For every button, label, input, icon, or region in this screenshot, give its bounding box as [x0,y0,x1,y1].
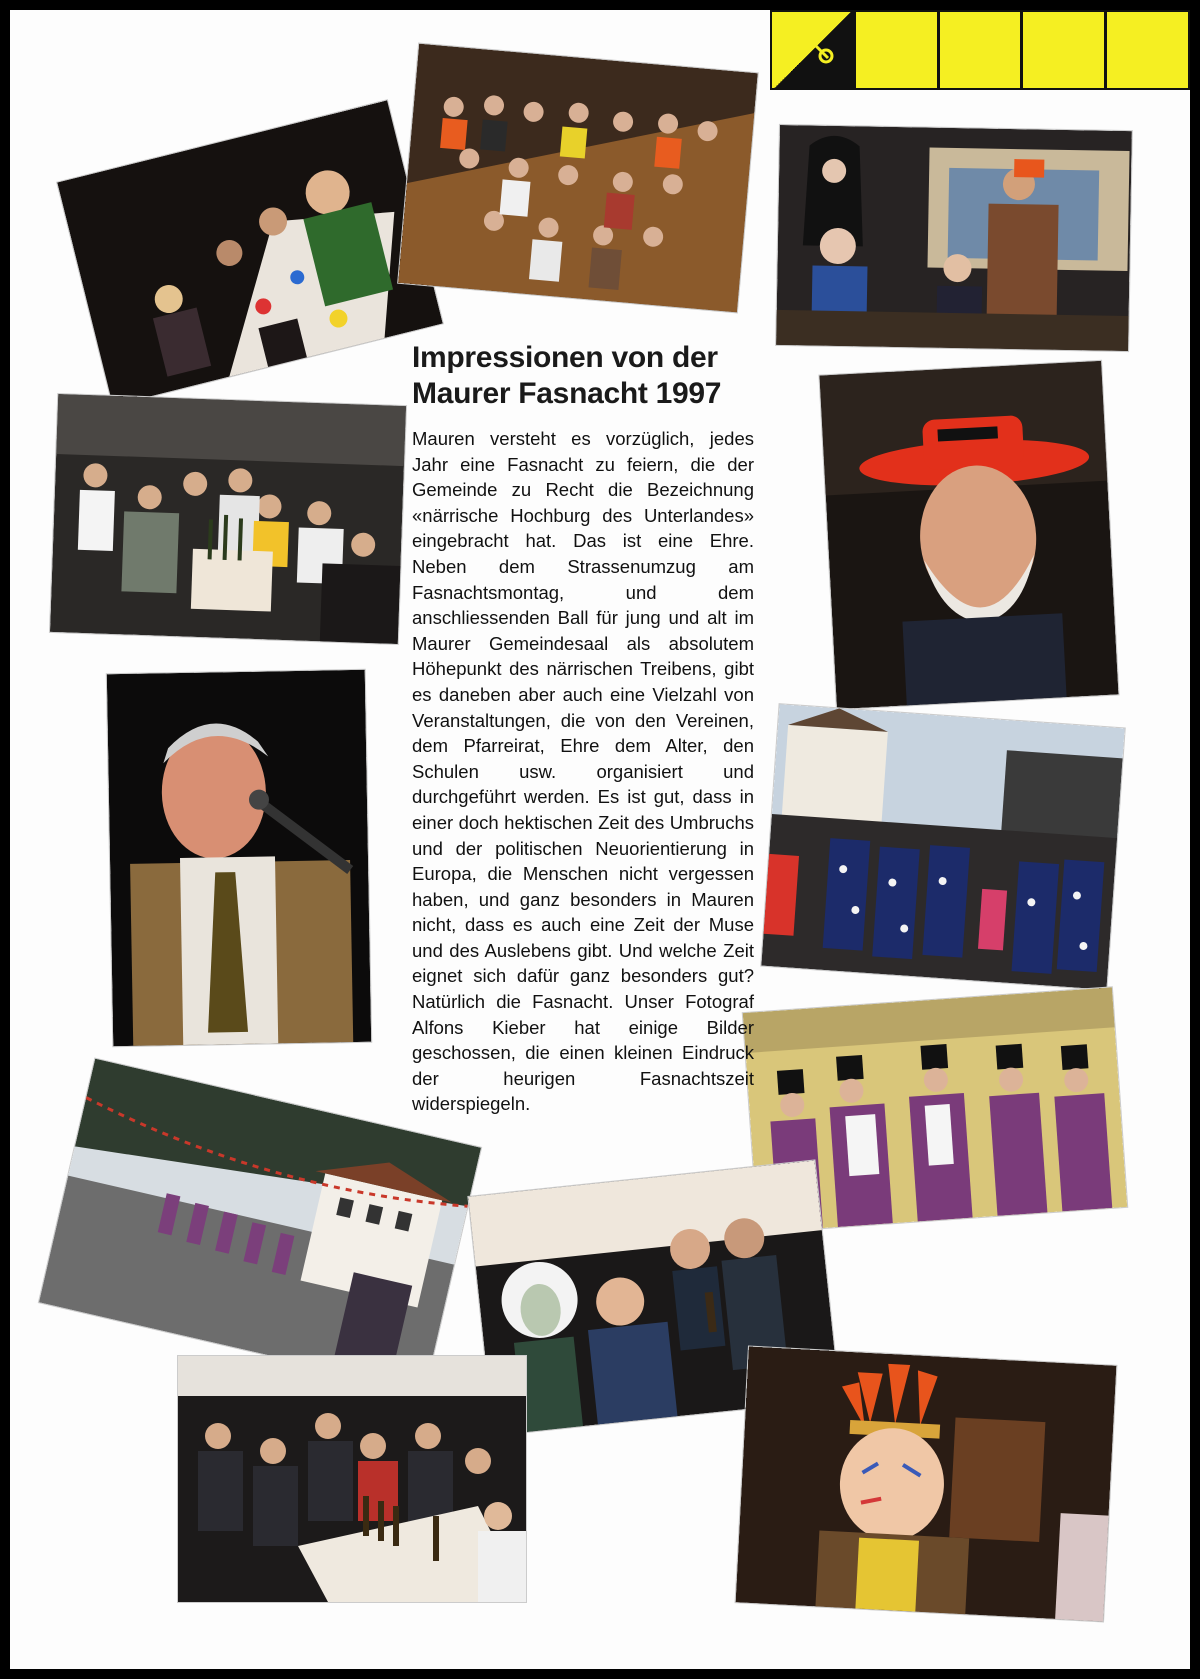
crossed-keys-shield-icon [790,20,836,66]
article-body: Mauren versteht es vorzüglich, jedes Jahr eine Fasnacht zu feiern, die der Gemeinde zu Recht die Bezeichnung «närrische Hochburg des Unterlandes» eingebracht hat. Das ist eine Ehre. Neben dem Strassenumzug am Fasnachtsmontag, und dem anschliessenden Ball für jung und alt im Maurer Gemeindesaal als absolutem Höhepunkt des närrischen Treibens, gibt es daneben aber auch eine Vielzahl von Veranstaltungen, die von den Vereinen, dem Pfarreirat, Ehre dem Alter, den Schulen usw. organisiert und durchgeführt werden. Es ist gut, dass in einer doch hektischen Zeit des Umbruchs und der politischen Neuorientierung in Europa, die Menschen nicht vergessen haben, und ganz besonders in Mauren nicht, dass es auch eine Zeit der Muse und des Auslebens gibt. Und welche Zeit eignet sich dafür ganz besonders gut? Natürlich die Fasnacht. Unser Fotograf Alfons Kieber hat einige Bilder geschossen, die einen kleinen Eindruck der heurigen Fasnachtszeit widerspiegeln. [412,428,754,1115]
page [10,10,1190,1669]
photo-red-hat-man [819,361,1118,709]
photo-group-stairs [398,44,758,313]
photo-long-table [50,394,406,644]
section-tab-active[interactable] [772,12,856,88]
article [412,340,754,1117]
section-tab-3[interactable] [940,12,1024,88]
photo-nun-ladies [776,125,1132,351]
headline [412,340,754,412]
section-tab-4[interactable] [1023,12,1107,88]
photo-village-parade [761,704,1124,989]
photo-bottles-table [178,1356,526,1602]
section-tab-5[interactable] [1107,12,1188,88]
photo-old-man-microphone [107,670,371,1046]
photo-child-costume [736,1347,1117,1622]
headline-line-2: Maurer Fasnacht 1997 [412,377,722,410]
photo-table-party [57,100,443,405]
headline-line-1: Impressionen von der [412,341,718,374]
section-tabs [770,10,1190,90]
section-tab-2[interactable] [856,12,940,88]
